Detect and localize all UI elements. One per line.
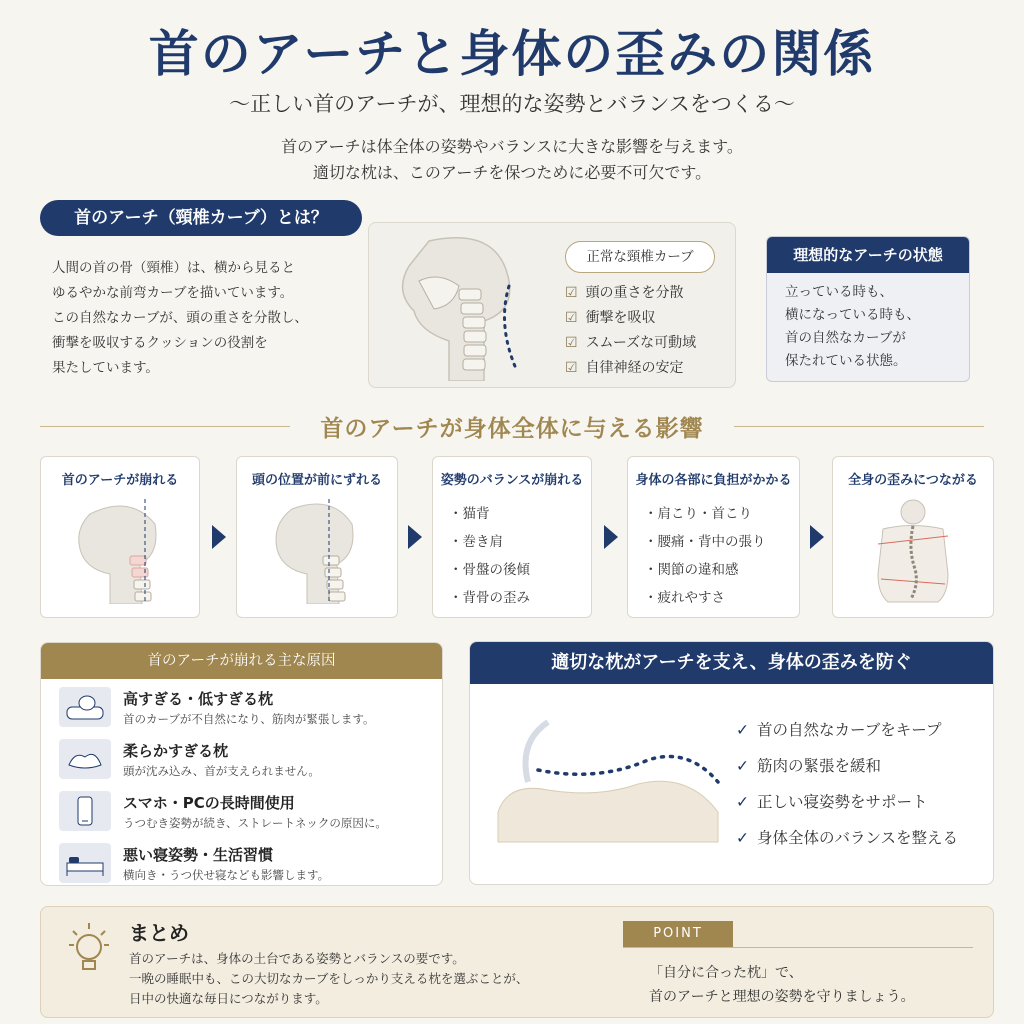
head-shift-illustration: [257, 494, 377, 604]
step-title: 姿勢のバランスが崩れる: [440, 473, 584, 488]
neck-side-illustration: [389, 231, 539, 381]
what-is-heading: 首のアーチ（頸椎カーブ）とは？: [40, 200, 362, 236]
summary-heading: まとめ: [129, 921, 189, 945]
benefit-list: [736, 712, 958, 856]
cause-item-1: 高すぎる・低すぎる枕 首のカーブが不自然になり、筋肉が緊張します。: [59, 687, 424, 727]
soft-pillow-icon: [59, 739, 111, 779]
page-title: 首のアーチと身体の歪みの関係: [148, 24, 876, 83]
step-card-1: [40, 456, 200, 618]
list-item: ☑ スムーズな可動域: [565, 331, 696, 356]
pillow-icon: [59, 687, 111, 727]
summary-text: 首のアーチは、身体の土台である姿勢とバランスの要です。 一晩の睡眠中も、この大切なカーブをしっかり支える枕を選ぶことが、 日中の快適な毎日につながります。: [129, 951, 529, 1006]
step-list: [433, 500, 591, 612]
step-title: 首のアーチが崩れる: [61, 473, 179, 488]
arrow-right-icon: [810, 525, 824, 549]
what-is-text: 人間の首の骨（頸椎）は、横から見ると ゆるやかな前弯カーブを描いています。 この自然なカーブが、頭の重さを分散し、 衝撃を吸収するクッションの役割を 果たしています。: [52, 260, 308, 376]
list-item: ・肩こり・首こり: [644, 506, 752, 522]
point-divider: [623, 947, 973, 948]
check-icon: ☑: [565, 335, 578, 351]
cause-item-3: スマホ・PCの長時間使用 うつむき姿勢が続き、ストレートネックの原因に。: [59, 791, 424, 831]
list-item: ✓ 正しい寝姿勢をサポート: [736, 784, 958, 820]
arrow-right-icon: [408, 525, 422, 549]
step-list: [628, 500, 799, 612]
causes-box: [40, 642, 443, 886]
step-card-5: [832, 456, 994, 618]
list-item: ✓ 首の自然なカーブをキープ: [736, 712, 958, 748]
point-text: 「自分に合った枕」で、 首のアーチと理想の姿勢を守りましょう。: [649, 965, 915, 1005]
bed-icon: [59, 843, 111, 883]
summary-box: [40, 906, 994, 1018]
ideal-state-box: [766, 236, 970, 382]
smartphone-icon: [59, 791, 111, 831]
list-item: ☑ 自律神経の安定: [565, 356, 696, 381]
normal-curve-tag: 正常な頸椎カーブ: [565, 241, 715, 273]
list-item: ✓ 筋肉の緊張を緩和: [736, 748, 958, 784]
check-icon: ✓: [736, 721, 749, 739]
cause-item-4: 悪い寝姿勢・生活習慣 横向き・うつ伏せ寝なども影響します。: [59, 843, 424, 883]
list-item: ・腰痛・背中の張り: [644, 534, 766, 550]
body-back-illustration: [853, 494, 973, 604]
normal-curve-card: [368, 222, 736, 388]
list-item: ☑ 衝撃を吸収: [565, 306, 696, 331]
impact-section-title: 首のアーチが身体全体に与える影響: [320, 416, 704, 442]
cause-item-2: 柔らかすぎる枕 頭が沈み込み、首が支えられません。: [59, 739, 424, 779]
step-card-4: [627, 456, 800, 618]
check-icon: ✓: [736, 757, 749, 775]
step-card-3: [432, 456, 592, 618]
ideal-state-heading: 理想的なアーチの状態: [767, 237, 969, 273]
list-item: ・猫背: [449, 506, 490, 522]
check-icon: ✓: [736, 793, 749, 811]
check-icon: ✓: [736, 829, 749, 847]
intro-line-1: 首のアーチは体全体の姿勢やバランスに大きな影響を与えます。: [281, 137, 743, 156]
page-subtitle: 〜正しい首のアーチが、理想的な姿勢とバランスをつくる〜: [229, 92, 795, 116]
pillow-support-heading: 適切な枕がアーチを支え、身体の歪みを防ぐ: [470, 642, 993, 684]
check-icon: ☑: [565, 310, 578, 326]
step-title: 頭の位置が前にずれる: [251, 473, 382, 488]
normal-curve-list: [565, 281, 696, 381]
causes-heading: 首のアーチが崩れる主な原因: [41, 643, 442, 679]
list-item: ✓ 身体全体のバランスを整える: [736, 820, 958, 856]
list-item: ・関節の違和感: [644, 562, 739, 578]
head-forward-illustration: [60, 494, 180, 604]
ideal-state-text: 立っている時も、 横になっている時も、 首の自然なカーブが 保たれている状態。: [785, 284, 920, 369]
arrow-right-icon: [212, 525, 226, 549]
point-label: POINT: [623, 921, 733, 947]
pillow-illustration: [488, 702, 728, 872]
step-title: 身体の各部に負担がかかる: [635, 473, 792, 488]
list-item: ・疲れやすさ: [644, 590, 725, 606]
list-item: ・巻き肩: [449, 534, 503, 550]
pillow-support-box: [469, 641, 994, 885]
step-card-2: [236, 456, 398, 618]
list-item: ・骨盤の後傾: [449, 562, 530, 578]
list-item: ・背骨の歪み: [449, 590, 530, 606]
lightbulb-icon: [65, 921, 113, 981]
list-item: ☑ 頭の重さを分散: [565, 281, 696, 306]
check-icon: ☑: [565, 285, 578, 301]
check-icon: ☑: [565, 360, 578, 376]
intro-line-2: 適切な枕は、このアーチを保つために必要不可欠です。: [312, 163, 712, 182]
arrow-right-icon: [604, 525, 618, 549]
step-title: 全身の歪みにつながる: [848, 473, 978, 488]
